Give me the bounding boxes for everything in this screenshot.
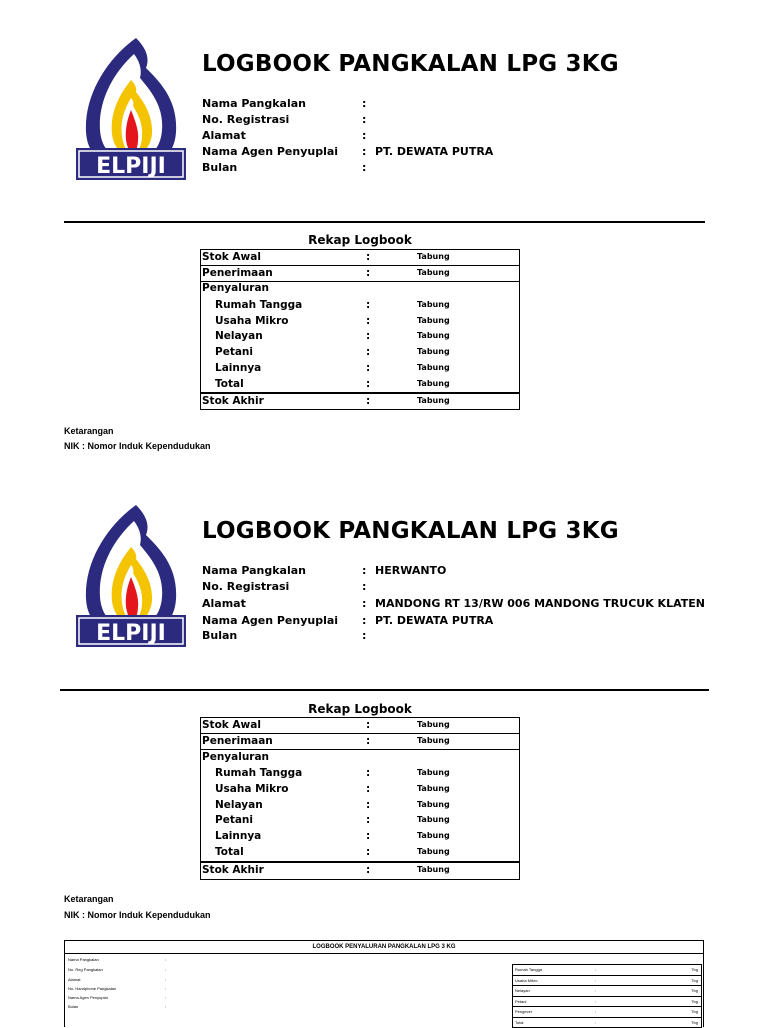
sheet-summary-row xyxy=(513,965,701,976)
sheet-info-label: Bulan xyxy=(68,1004,78,1009)
sheet-info-label: Alamat xyxy=(68,977,80,982)
rekap-colon: : xyxy=(366,328,370,344)
rekap-label: Stok Awal xyxy=(202,717,261,733)
info-label: Nama Pangkalan xyxy=(202,563,306,579)
rekap-unit: Tabung xyxy=(417,733,450,749)
rekap-label: Penerimaan xyxy=(202,733,273,749)
rekap-label: Stok Akhir xyxy=(202,393,264,409)
info-colon: : xyxy=(362,596,366,612)
sheet-info-colon: : xyxy=(165,1004,166,1009)
sheet-summary-colon: : xyxy=(595,965,596,974)
page-title: LOGBOOK PANGKALAN LPG 3KG xyxy=(202,518,619,544)
info-colon: : xyxy=(362,628,366,644)
sheet-summary-row xyxy=(513,997,701,1008)
sheet-info-label: Nama Agen Penyuplai xyxy=(68,995,108,1000)
rekap-unit: Tabung xyxy=(417,844,450,860)
rekap-label: Stok Akhir xyxy=(202,862,264,878)
info-label: Nama Agen Penyuplai xyxy=(202,144,338,160)
rekap-label: Usaha Mikro xyxy=(215,313,289,329)
rekap-label: Rumah Tangga xyxy=(215,297,302,313)
sheet-divider xyxy=(65,953,703,954)
rekap-colon: : xyxy=(366,844,370,860)
rekap-row xyxy=(200,717,520,733)
sheet-summary-colon: : xyxy=(595,976,596,985)
info-colon: : xyxy=(362,579,366,595)
info-label: No. Registrasi xyxy=(202,579,289,595)
sheet-summary-label: Petani xyxy=(515,997,526,1006)
sheet-info-row xyxy=(68,995,108,1000)
sheet-summary-unit: Tbg xyxy=(691,965,698,974)
rekap-row xyxy=(200,812,520,828)
rekap-label: Nelayan xyxy=(215,797,263,813)
nik-note: NIK : Nomor Induk Kependudukan xyxy=(64,910,211,921)
sheet-summary-table xyxy=(512,964,702,1028)
rekap-row xyxy=(200,344,520,360)
rekap-title: Rekap Logbook xyxy=(200,233,520,247)
sheet-info-colon: : xyxy=(165,977,166,982)
rekap-unit: Tabung xyxy=(417,828,450,844)
rekap-row xyxy=(200,844,520,860)
sheet-summary-label: Total xyxy=(515,1018,523,1027)
rekap-unit: Tabung xyxy=(417,797,450,813)
sheet-summary-row xyxy=(513,976,701,987)
sheet-summary-row xyxy=(513,1018,701,1028)
sheet-info-colon: : xyxy=(165,957,166,962)
divider xyxy=(64,221,705,223)
rekap-unit: Tabung xyxy=(417,328,450,344)
rekap-colon: : xyxy=(366,797,370,813)
rekap-row xyxy=(200,828,520,844)
info-colon: : xyxy=(362,96,366,112)
rekap-colon: : xyxy=(366,360,370,376)
rekap-label: Usaha Mikro xyxy=(215,781,289,797)
rekap-colon: : xyxy=(366,249,370,265)
info-value: PT. DEWATA PUTRA xyxy=(375,144,493,160)
page-title: LOGBOOK PANGKALAN LPG 3KG xyxy=(202,51,619,77)
rekap-row xyxy=(200,393,520,409)
sheet-summary-unit: Tbg xyxy=(691,976,698,985)
sheet-summary-unit: Tbg xyxy=(691,997,698,1006)
rekap-colon: : xyxy=(366,376,370,392)
info-label: Alamat xyxy=(202,128,246,144)
rekap-unit: Tabung xyxy=(417,812,450,828)
info-label: Nama Pangkalan xyxy=(202,96,306,112)
info-value: PT. DEWATA PUTRA xyxy=(375,613,493,629)
rekap-colon: : xyxy=(366,733,370,749)
rekap-label: Lainnya xyxy=(215,828,261,844)
rekap-unit: Tabung xyxy=(417,265,450,281)
rekap-colon: : xyxy=(366,781,370,797)
info-label: Alamat xyxy=(202,596,246,612)
sheet-summary-row xyxy=(513,986,701,997)
sheet-info-label: Nama Pangkalan xyxy=(68,957,99,962)
keterangan-label: Ketarangan xyxy=(64,894,114,905)
sheet-info-label: No. Reg Pangkalan xyxy=(68,967,103,972)
sheet-summary-row xyxy=(513,1007,701,1018)
rekap-unit: Tabung xyxy=(417,393,450,409)
rekap-row xyxy=(200,749,520,765)
rekap-label: Stok Awal xyxy=(202,249,261,265)
rekap-row xyxy=(200,797,520,813)
rekap-unit: Tabung xyxy=(417,297,450,313)
info-label: No. Registrasi xyxy=(202,112,289,128)
rekap-colon: : xyxy=(366,828,370,844)
info-colon: : xyxy=(362,563,366,579)
info-label: Bulan xyxy=(202,628,237,644)
svg-text:ELPIJI: ELPIJI xyxy=(96,154,166,179)
rekap-unit: Tabung xyxy=(417,717,450,733)
rekap-row xyxy=(200,280,520,296)
rekap-row xyxy=(200,765,520,781)
sheet-info-label: No. Handphone Pangkalan xyxy=(68,986,116,991)
sheet-info-row xyxy=(68,977,80,982)
sheet-summary-colon: : xyxy=(595,986,596,995)
sheet-summary-label: Rumah Tangga xyxy=(515,965,542,974)
sheet-summary-unit: Tbg xyxy=(691,986,698,995)
rekap-row xyxy=(200,376,520,392)
rekap-label: Petani xyxy=(215,812,253,828)
rekap-colon: : xyxy=(366,265,370,281)
rekap-label: Penerimaan xyxy=(202,265,273,281)
info-value: HERWANTO xyxy=(375,563,446,579)
rekap-unit: Tabung xyxy=(417,344,450,360)
rekap-unit: Tabung xyxy=(417,862,450,878)
rekap-unit: Tabung xyxy=(417,313,450,329)
rekap-row xyxy=(200,249,520,265)
rekap-row xyxy=(200,313,520,329)
rekap-label: Nelayan xyxy=(215,328,263,344)
sheet-info-row xyxy=(68,986,116,991)
sheet-summary-unit: Tbg xyxy=(691,1018,698,1027)
sheet-title: LOGBOOK PENYALURAN PANGKALAN LPG 3 KG xyxy=(65,944,703,950)
rekap-colon: : xyxy=(366,313,370,329)
svg-text:ELPIJI: ELPIJI xyxy=(96,621,166,646)
sheet-summary-label: Nelayan xyxy=(515,986,530,995)
info-colon: : xyxy=(362,128,366,144)
sheet-info-row xyxy=(68,967,103,972)
info-colon: : xyxy=(362,144,366,160)
rekap-row xyxy=(200,862,520,878)
sheet-summary-label: Usaha Mikro xyxy=(515,976,537,985)
rekap-colon: : xyxy=(366,344,370,360)
rekap-colon: : xyxy=(366,393,370,409)
rekap-colon: : xyxy=(366,812,370,828)
rekap-unit: Tabung xyxy=(417,765,450,781)
info-label: Nama Agen Penyuplai xyxy=(202,613,338,629)
rekap-unit: Tabung xyxy=(417,376,450,392)
rekap-label: Penyaluran xyxy=(202,280,269,296)
rekap-colon: : xyxy=(366,862,370,878)
keterangan-label: Ketarangan xyxy=(64,426,114,437)
sheet-summary-colon: : xyxy=(595,1018,596,1027)
info-colon: : xyxy=(362,112,366,128)
elpiji-logo xyxy=(74,36,188,182)
sheet-summary-label: Pengecer xyxy=(515,1007,532,1016)
rekap-label: Lainnya xyxy=(215,360,261,376)
rekap-row xyxy=(200,781,520,797)
rekap-row xyxy=(200,328,520,344)
info-value: MANDONG RT 13/RW 006 MANDONG TRUCUK KLATEN xyxy=(375,596,705,612)
sheet-info-row xyxy=(68,1004,78,1009)
rekap-table xyxy=(200,249,520,411)
rekap-row xyxy=(200,360,520,376)
rekap-row xyxy=(200,265,520,281)
rekap-unit: Tabung xyxy=(417,360,450,376)
nik-note: NIK : Nomor Induk Kependudukan xyxy=(64,441,211,452)
rekap-row xyxy=(200,733,520,749)
rekap-colon: : xyxy=(366,765,370,781)
rekap-label: Total xyxy=(215,376,244,392)
sheet-info-colon: : xyxy=(165,967,166,972)
sheet-summary-unit: Tbg xyxy=(691,1007,698,1016)
rekap-row xyxy=(200,297,520,313)
info-colon: : xyxy=(362,160,366,176)
rekap-colon: : xyxy=(366,297,370,313)
info-label: Bulan xyxy=(202,160,237,176)
elpiji-logo xyxy=(74,503,188,649)
rekap-colon: : xyxy=(366,717,370,733)
rekap-label: Petani xyxy=(215,344,253,360)
sheet-summary-colon: : xyxy=(595,997,596,1006)
rekap-label: Rumah Tangga xyxy=(215,765,302,781)
sheet-info-colon: : xyxy=(165,986,166,991)
rekap-table xyxy=(200,717,520,881)
divider xyxy=(60,689,709,691)
rekap-unit: Tabung xyxy=(417,249,450,265)
sheet-info-colon: : xyxy=(165,995,166,1000)
sheet-summary-colon: : xyxy=(595,1007,596,1016)
rekap-label: Total xyxy=(215,844,244,860)
rekap-label: Penyaluran xyxy=(202,749,269,765)
sheet-info-row xyxy=(68,957,99,962)
rekap-title: Rekap Logbook xyxy=(200,702,520,716)
rekap-unit: Tabung xyxy=(417,781,450,797)
logbook-sheet xyxy=(64,940,704,1027)
info-colon: : xyxy=(362,613,366,629)
